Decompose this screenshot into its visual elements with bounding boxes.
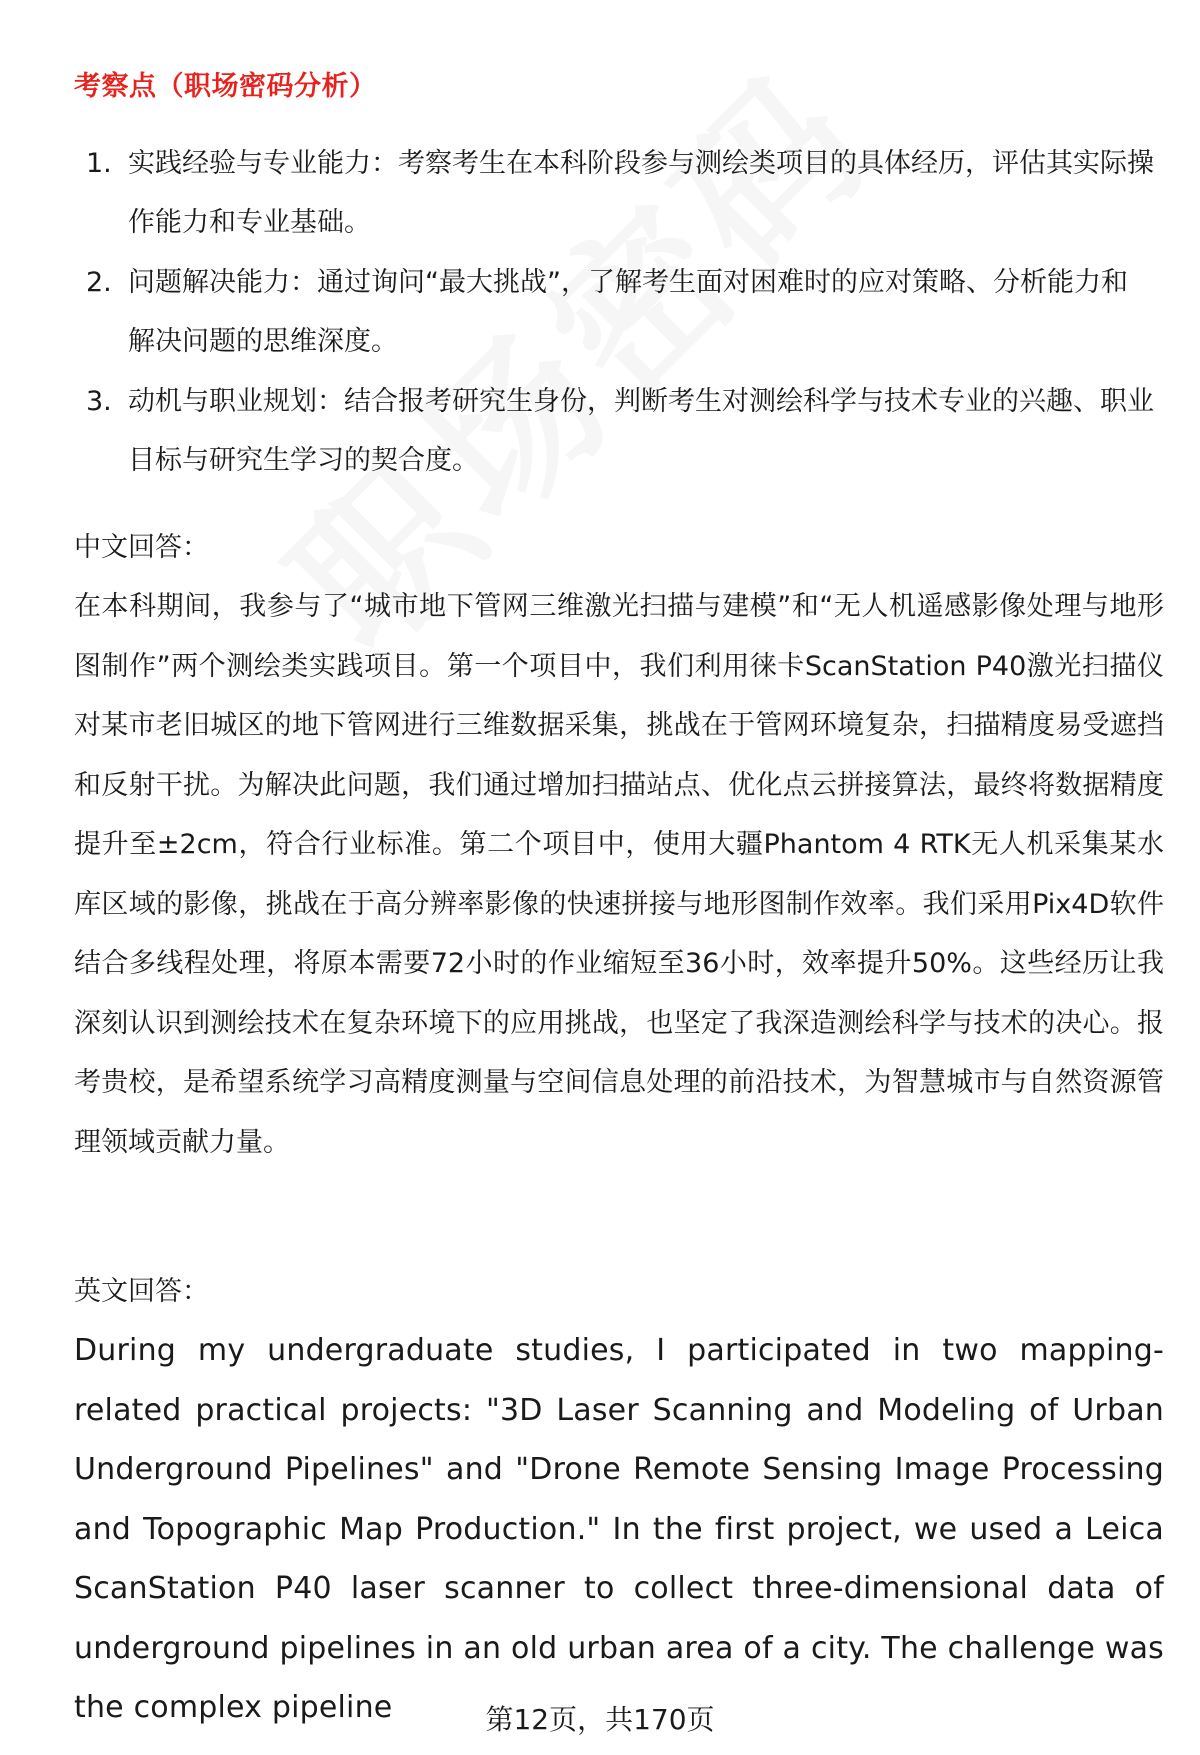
- list-item: [74, 134, 1154, 252]
- english-answer-heading: 英文回答：: [74, 1276, 209, 1307]
- list-item-text: 实践经验与专业能力：考察考生在本科阶段参与测绘类项目的具体经历，评估其实际操作能力和专业基础。: [128, 148, 1154, 238]
- section-title: 考察点（职场密码分析）: [74, 71, 377, 102]
- list-item: [74, 253, 1154, 371]
- list-item-number: 3.: [86, 386, 112, 417]
- list-item-number: 1.: [86, 148, 112, 179]
- chinese-answer-heading: 中文回答：: [74, 532, 209, 563]
- page-footer: 第12页，共170页: [485, 1703, 715, 1736]
- list-item-text: 动机与职业规划：结合报考研究生身份，判断考生对测绘科学与技术专业的兴趣、职业目标与研究生学习的契合度。: [128, 386, 1154, 476]
- list-item-text: 问题解决能力：通过询问“最大挑战”，了解考生面对困难时的应对策略、分析能力和解决问题的思维深度。: [128, 267, 1128, 357]
- english-answer-body: During my undergraduate studies, I participated in two mapping-related practical projects: "3D Laser Scanning and Modeling of Urban Underground Pipelines" and "Drone Remote Sensing Image Processing and Topographic Map Production." In the first project, we used a Leica ScanStation P40 laser scanner to collect three-dimensional data of underground pipelines in an old urban area of a city. The challenge was the complex pipeline: [74, 1333, 1164, 1725]
- list-item: [74, 372, 1154, 490]
- list-item-number: 2.: [86, 267, 112, 298]
- assessment-points-list: [74, 134, 1154, 491]
- chinese-answer-body: 在本科期间，我参与了“城市地下管网三维激光扫描与建模”和“无人机遥感影像处理与地形图制作”两个测绘类实践项目。第一个项目中，我们利用徕卡ScanStation P40激光扫描仪对某市老旧城区的地下管网进行三维数据采集，挑战在于管网环境复杂，扫描精度易受遮挡和反射干扰。为解决此问题，我们通过增加扫描站点、优化点云拼接算法，最终将数据精度提升至±2cm，符合行业标准。第二个项目中，使用大疆Phantom 4 RTK无人机采集某水库区域的影像，挑战在于高分辨率影像的快速拼接与地形图制作效率。我们采用Pix4D软件结合多线程处理，将原本需要72小时的作业缩短至36小时，效率提升50%。这些经历让我深刻认识到测绘技术在复杂环境下的应用挑战，也坚定了我深造测绘科学与技术的决心。报考贵校，是希望系统学习高精度测量与空间信息处理的前沿技术，为智慧城市与自然资源管理领域贡献力量。: [74, 591, 1164, 1158]
